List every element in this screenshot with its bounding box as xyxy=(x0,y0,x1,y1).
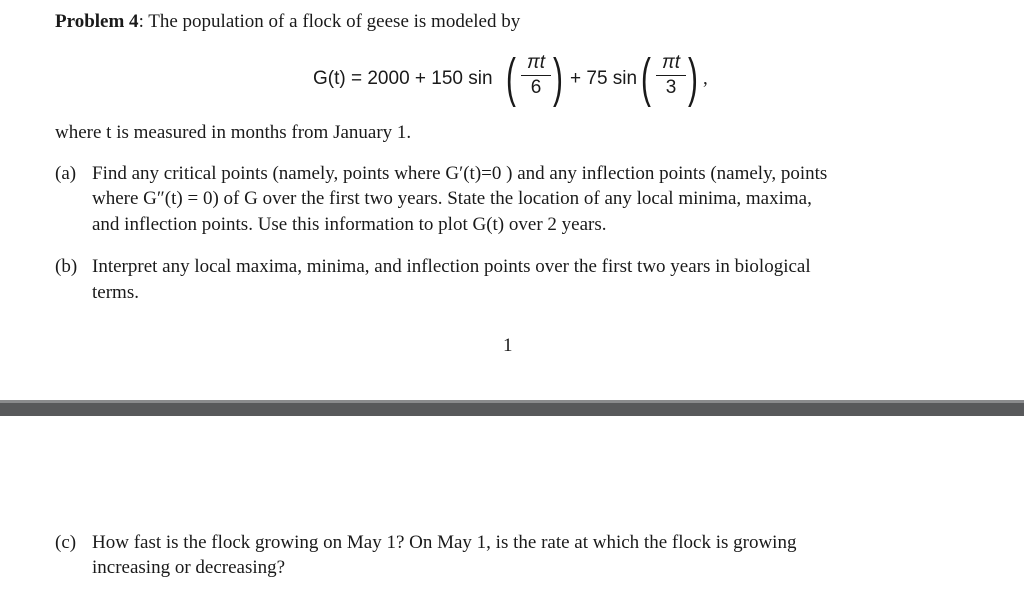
formula-lhs: G(t) = 2000 + 150 sin xyxy=(313,68,493,89)
part-b-line-1: Interpret any local maxima, minima, and inflection points over the first two years in biological xyxy=(92,256,811,277)
part-a-line-1: Find any critical points (namely, points where G′(t)=0 ) and any inflection points (namely, points xyxy=(92,163,828,184)
paren-open-1: ( xyxy=(506,48,516,108)
part-b-line-2: terms. xyxy=(92,282,139,303)
paren-close-2: ) xyxy=(688,48,698,108)
part-c-label: (c) xyxy=(55,532,77,553)
part-c-line-2: increasing or decreasing? xyxy=(92,557,286,578)
formula-trailing-comma: , xyxy=(703,68,708,89)
problem-label: Problem 4 xyxy=(55,11,139,32)
fraction-2-numerator: πt xyxy=(661,52,680,73)
paren-close-1: ) xyxy=(553,48,563,108)
fraction-2 xyxy=(656,52,686,99)
fraction-2-denominator: 3 xyxy=(665,77,677,98)
fraction-1 xyxy=(521,52,551,99)
fraction-2-bar xyxy=(656,75,686,76)
problem-intro: : The population of a flock of geese is modeled by xyxy=(138,11,521,32)
page-number: 1 xyxy=(503,335,513,356)
part-b-label: (b) xyxy=(55,256,78,277)
part-a-line-3: and inflection points. Use this information to plot G(t) over 2 years. xyxy=(92,214,607,235)
page-break-bar xyxy=(0,400,1024,416)
problem-heading xyxy=(55,10,520,34)
where-line: where t is measured in months from January 1. xyxy=(55,122,412,143)
part-a-line-2: where G″(t) = 0) of G over the first two years. State the location of any local minima, maxima, xyxy=(92,188,812,209)
fraction-1-denominator: 6 xyxy=(530,77,542,98)
fraction-1-numerator: πt xyxy=(526,52,545,73)
part-a-label: (a) xyxy=(55,163,77,184)
fraction-1-bar xyxy=(521,75,551,76)
paren-open-2: ( xyxy=(641,48,651,108)
part-c-line-1: How fast is the flock growing on May 1? On May 1, is the rate at which the flock is growing xyxy=(92,532,797,553)
formula-mid: + 75 sin xyxy=(570,68,638,89)
